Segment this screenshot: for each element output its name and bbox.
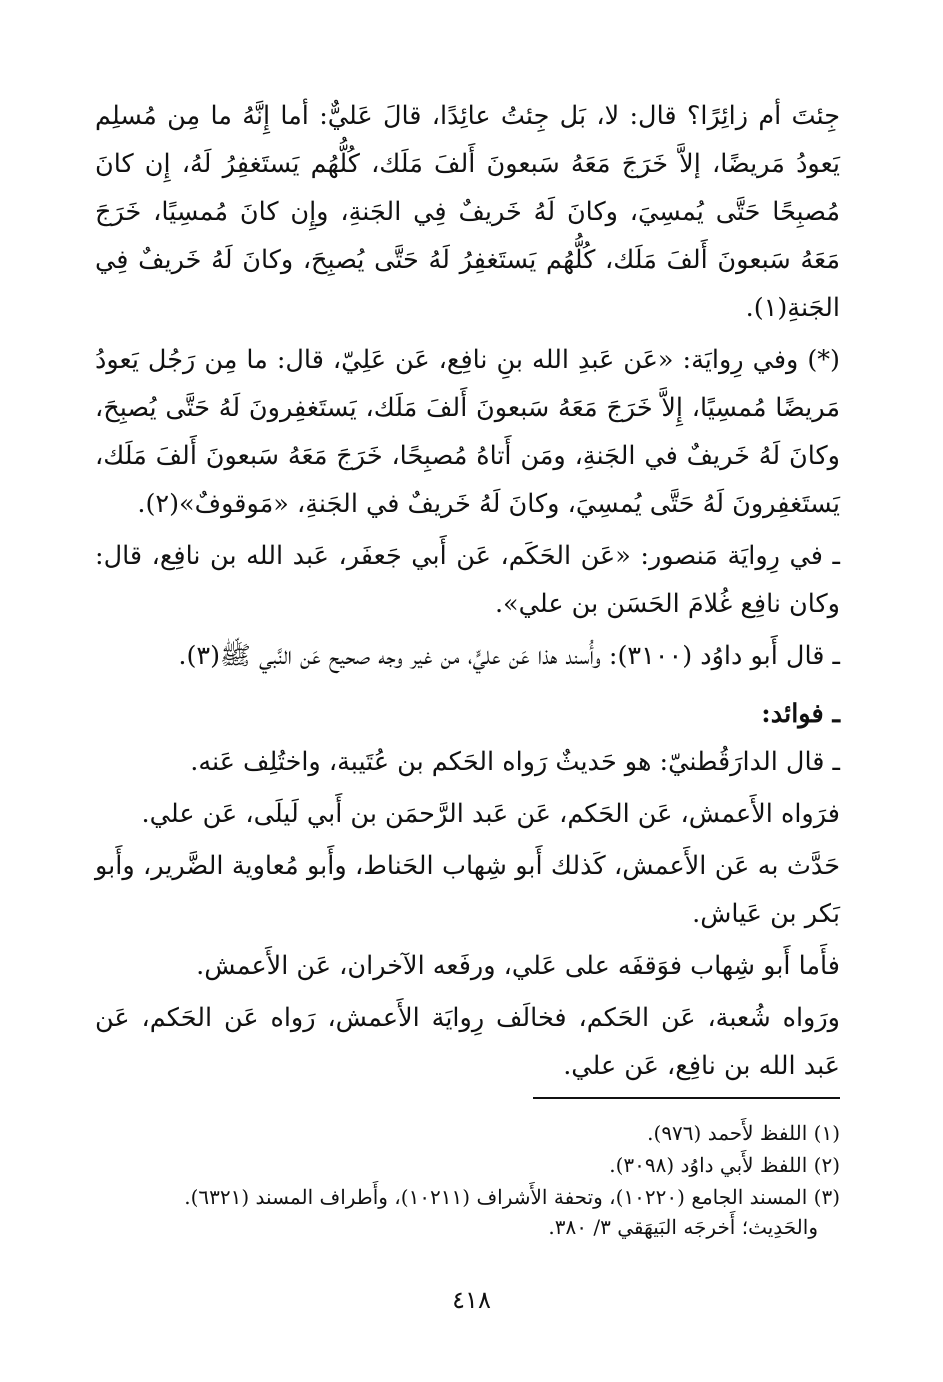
page-body xyxy=(95,92,840,1090)
body-paragraph-4: ـ قال أَبو داوُد (٣١٠٠): وأُسند هذا عَن عليٍّ، من غير وجه صحيح عَن النَّبي ﷺ(٣). xyxy=(178,641,840,671)
footnote-2: (٢) اللفظ لأَبي داوُد (٣٠٩٨). xyxy=(609,1153,840,1177)
body-paragraph-1: جِئتَ أم زائِرًا؟ قال: لا، بَل جِئتُ عائِدًا، قالَ عَليٌّ: أما إِنَّهُ ما مِن مُسلِم يَعودُ مَريضًا، إلاَّ خَرَجَ مَعَهُ سَبعونَ أَلفَ مَلَك، كُلُّهُم يَستَغفِرُ لَهُ، إِن كانَ مُصبِحًا حَتَّى يُمسِيَ، وكانَ لَهُ خَريفٌ فِي الجَنةِ، وإِن كانَ مُمسِيًا، خَرَجَ مَعَهُ سَبعونَ أَلفَ مَلَك، كُلُّهُم يَستَغفِرُ لَهُ حَتَّى يُصبِحَ، وكانَ لَهُ خَريفٌ فِي الجَنةِ(١). xyxy=(95,101,840,323)
benefit-paragraph-3: حَدَّث به عَن الأَعمش، كَذلك أَبو شِهاب الحَناط، وأَبو مُعاوية الضَّرير، وأَبو بَكر بن عَياش. xyxy=(95,851,840,929)
footnote-separator xyxy=(533,1097,840,1099)
footnote-3-continuation: والحَدِيث؛ أَخرجَه البَيهَقي ٣/ ٣٨٠. xyxy=(548,1215,818,1239)
page-number: ٤١٨ xyxy=(452,1286,491,1314)
footnote-3: (٣) المسند الجامع (١٠٢٢٠)، وتحفة الأَشراف (١٠٢١١)، وأَطراف المسند (٦٣٢١). xyxy=(184,1185,840,1209)
benefit-paragraph-2: فرَواه الأَعمش، عَن الحَكم، عَن عَبد الرَّحمَن بن أَبي لَيلَى، عَن علي. xyxy=(141,799,840,829)
body-paragraph-2: (*) وفي رِوايَة: «عَن عَبدِ الله بنِ نافِع، عَن عَلِيّ، قال: ما مِن رَجُل يَعودُ مَريضًا مُمسِيًا، إِلاَّ خَرَجَ مَعَهُ سَبعونَ أَلفَ مَلَك، يَستَغفِرونَ لَهُ حَتَّى يُصبِحَ، وكانَ لَهُ خَريفٌ في الجَنةِ، ومَن أَتاهُ مُصبِحًا، خَرَجَ مَعَهُ سَبعونَ أَلفَ مَلَك، يَستَغفِرونَ لَهُ حَتَّى يُمسِيَ، وكانَ لَهُ خَريفٌ في الجَنةِ، «مَوقوفٌ»(٢). xyxy=(95,345,840,519)
benefit-paragraph-1: ـ قال الدارَقُطنيّ: هو حَديثٌ رَواه الحَكم بن عُتَيبة، واختُلِف عَنه. xyxy=(190,747,840,777)
body-paragraph-3: ـ في رِوايَة مَنصور: «عَن الحَكَم، عَن أَبي جَعفَر، عَبد الله بن نافِع، قال: وكان نافِع غُلامَ الحَسَن بن علي». xyxy=(95,541,840,619)
section-heading: ـ فوائد: xyxy=(761,699,840,729)
footnote-1: (١) اللفظ لأَحمد (٩٧٦). xyxy=(647,1121,840,1145)
footnotes xyxy=(95,1118,840,1242)
benefit-paragraph-4: فأَما أَبو شِهاب فوَقفَه على عَلي، ورفَعه الآخران، عَن الأَعمش. xyxy=(196,951,840,981)
benefit-paragraph-5: ورَواه شُعبة، عَن الحَكم، فخالَف رِوايَة الأَعمش، رَواه عَن الحَكم، عَن عَبد الله بن نافِع، عَن علي. xyxy=(95,1003,840,1081)
